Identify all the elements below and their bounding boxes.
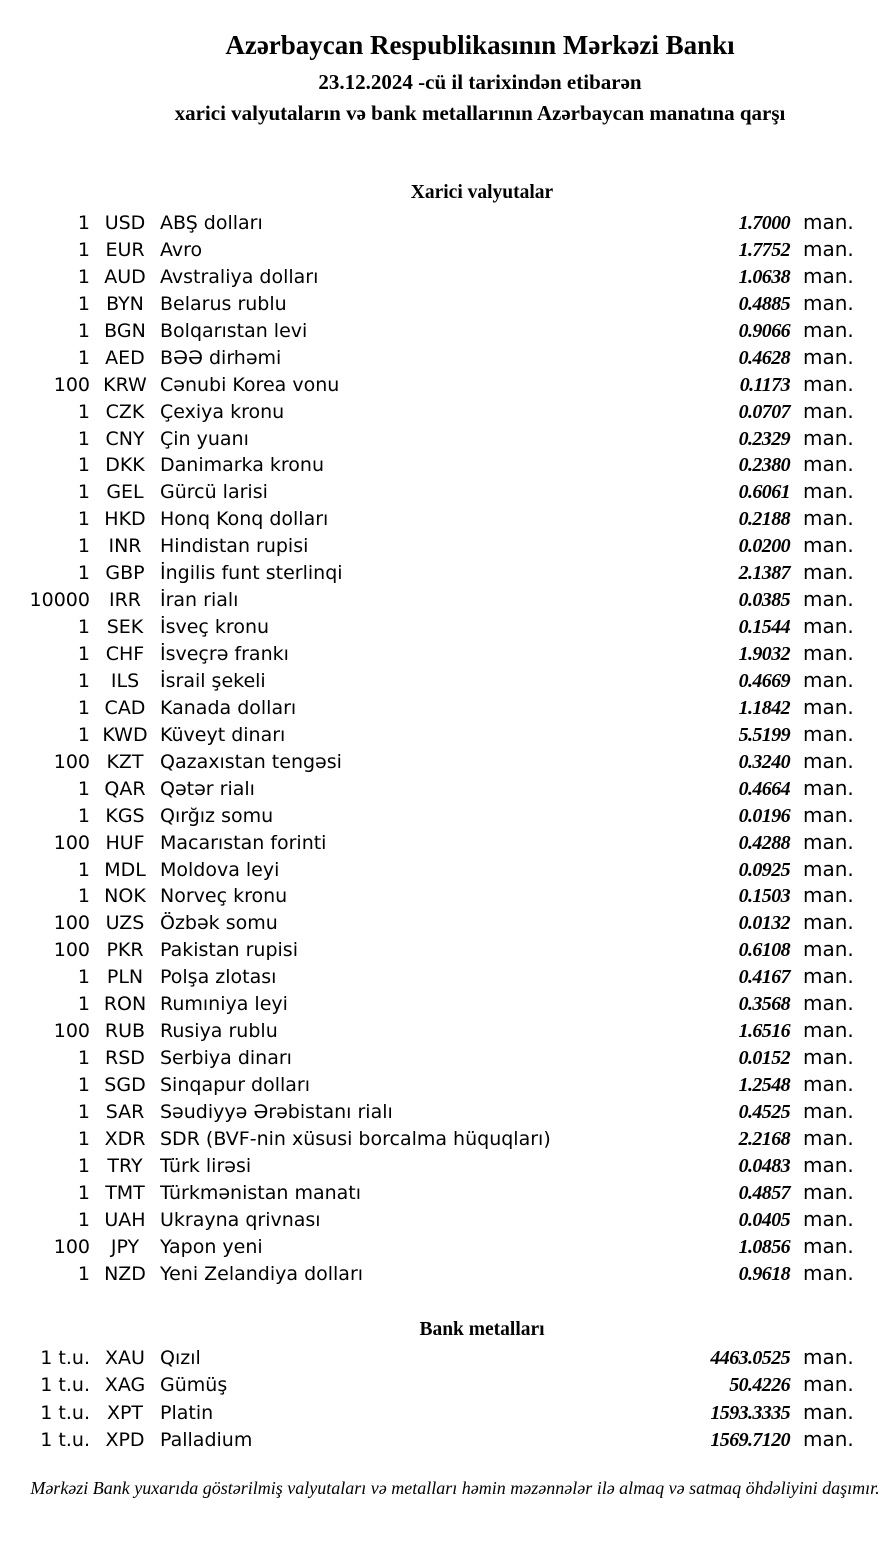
- rate-row: [0, 209, 894, 236]
- unit-label: man.: [803, 802, 854, 827]
- currency-code: XDR: [104, 1127, 146, 1150]
- quantity: 1: [77, 966, 90, 989]
- quantity: 1: [77, 1181, 90, 1204]
- currency-name: Polşa zlotası: [160, 966, 277, 989]
- currency-name: Platin: [160, 1401, 214, 1424]
- unit-label: man.: [803, 263, 854, 288]
- currency-code: RUB: [104, 1020, 146, 1043]
- currency-code: EUR: [105, 238, 145, 261]
- currency-code: BGN: [104, 319, 146, 342]
- rate-row: [0, 371, 894, 398]
- rate-value: 0.0483: [738, 1154, 790, 1177]
- rate-value: 0.4885: [738, 292, 790, 315]
- currency-code: XPT: [106, 1401, 144, 1424]
- currency-name: Çexiya kronu: [160, 400, 285, 423]
- unit-label: man.: [803, 1098, 854, 1123]
- rate-value: 2.2168: [738, 1127, 790, 1150]
- rate-row: [0, 1426, 894, 1453]
- currency-code: ILS: [110, 669, 140, 692]
- currency-code: NZD: [104, 1262, 146, 1285]
- rate-row: [0, 856, 894, 883]
- rate-value: 0.4288: [738, 831, 790, 854]
- unit-label: man.: [803, 533, 854, 558]
- unit-label: man.: [803, 290, 854, 315]
- currency-name: Yapon yeni: [160, 1235, 263, 1258]
- rate-row: [0, 1125, 894, 1152]
- currency-code: HUF: [105, 831, 145, 854]
- quantity: 1 t.u.: [40, 1374, 90, 1397]
- unit-label: man.: [803, 317, 854, 342]
- currency-code: UAH: [104, 1208, 146, 1231]
- unit-label: man.: [803, 560, 854, 585]
- rate-row: [0, 640, 894, 667]
- unit-label: man.: [803, 667, 854, 692]
- rate-row: [0, 317, 894, 344]
- rate-row: [0, 775, 894, 802]
- metals-table: [0, 1344, 894, 1453]
- rate-value: 0.4525: [738, 1100, 790, 1123]
- unit-label: man.: [803, 1125, 854, 1150]
- currency-name: Ukrayna qrivnası: [160, 1208, 321, 1231]
- quantity: 1: [77, 212, 90, 234]
- unit-label: man.: [803, 1045, 854, 1070]
- unit-label: man.: [803, 1345, 854, 1369]
- rate-value: 0.0132: [738, 912, 790, 935]
- unit-label: man.: [803, 1399, 854, 1424]
- unit-label: man.: [803, 910, 854, 935]
- rate-value: 0.0152: [738, 1047, 790, 1070]
- currency-name: Bolqarıstan levi: [160, 319, 308, 342]
- rate-row: [0, 1371, 894, 1398]
- currency-name: BƏƏ dirhəmi: [160, 346, 282, 369]
- currency-code: UZS: [105, 912, 145, 935]
- rate-row: [0, 667, 894, 694]
- currency-name: Səudiyyə Ərəbistanı rialı: [160, 1100, 393, 1123]
- quantity: 100: [53, 912, 90, 935]
- unit-label: man.: [803, 1426, 854, 1451]
- unit-label: man.: [803, 1072, 854, 1096]
- unit-label: man.: [803, 1260, 854, 1285]
- currency-name: Serbiya dinarı: [160, 1047, 292, 1070]
- currency-code: SEK: [106, 616, 144, 639]
- quantity: 1: [77, 292, 90, 315]
- currency-code: KZT: [106, 750, 144, 773]
- rate-row: [0, 532, 894, 559]
- rate-value: 0.0405: [738, 1208, 790, 1231]
- rate-row: [0, 694, 894, 721]
- rate-value: 0.9618: [738, 1262, 790, 1285]
- currency-name: Türk lirəsi: [160, 1154, 252, 1177]
- rate-value: 0.0196: [738, 804, 790, 827]
- rate-value: 1593.3335: [710, 1401, 790, 1424]
- currency-code: SAR: [105, 1100, 145, 1123]
- currency-code: RON: [103, 993, 147, 1016]
- quantity: 100: [53, 1020, 90, 1043]
- quantity: 1: [77, 1262, 90, 1285]
- currency-code: CAD: [104, 696, 146, 719]
- currency-code: KWD: [102, 723, 148, 746]
- unit-label: man.: [803, 1233, 854, 1258]
- currency-code: XPD: [105, 1428, 145, 1451]
- currency-code: MDL: [104, 858, 146, 881]
- currency-code: USD: [104, 212, 146, 234]
- currency-code: DKK: [105, 454, 145, 477]
- unit-label: man.: [803, 721, 854, 746]
- metals-section-title: Bank metalları: [419, 1319, 545, 1340]
- currency-code: PKR: [106, 939, 144, 962]
- currency-name: Danimarka kronu: [160, 454, 325, 477]
- scope-line: xarici valyutaların və bank metallarının Azərbaycan manatına qarşı: [174, 101, 786, 125]
- unit-label: man.: [803, 452, 854, 477]
- currency-code: XAG: [104, 1374, 146, 1397]
- quantity: 100: [53, 1235, 90, 1258]
- currency-code: TMT: [105, 1181, 145, 1204]
- quantity: 1 t.u.: [40, 1347, 90, 1369]
- rate-row: [0, 1152, 894, 1179]
- quantity: 100: [53, 373, 90, 396]
- rate-row: [0, 478, 894, 505]
- rate-row: [0, 398, 894, 425]
- currency-name: Kanada dolları: [160, 696, 297, 719]
- currency-code: CZK: [105, 400, 145, 423]
- unit-label: man.: [803, 371, 854, 396]
- rate-row: [0, 451, 894, 478]
- currency-name: Cənubi Korea vonu: [160, 373, 340, 396]
- quantity: 1: [77, 696, 90, 719]
- currency-name: İran rialı: [160, 589, 239, 612]
- currency-code: AED: [105, 346, 145, 369]
- rate-row: [0, 936, 894, 963]
- currency-code: CNY: [105, 427, 145, 450]
- rate-value: 0.1503: [738, 885, 790, 908]
- rate-value: 50.4226: [729, 1374, 790, 1397]
- quantity: 1: [77, 1127, 90, 1150]
- rate-value: 0.0925: [738, 858, 790, 881]
- unit-label: man.: [803, 775, 854, 800]
- quantity: 1: [77, 1074, 90, 1096]
- quantity: 1: [77, 319, 90, 342]
- unit-label: man.: [803, 506, 854, 531]
- quantity: 1: [77, 1208, 90, 1231]
- unit-label: man.: [803, 587, 854, 612]
- currency-code: SGD: [104, 1074, 146, 1096]
- rate-row: [0, 1233, 894, 1260]
- currency-name: ABŞ dolları: [160, 212, 263, 234]
- currency-name: Avro: [160, 238, 203, 261]
- quantity: 1: [77, 427, 90, 450]
- currency-code: CHF: [105, 643, 145, 665]
- rate-row: [0, 236, 894, 263]
- currency-code: JPY: [110, 1235, 140, 1258]
- quantity: 1: [77, 265, 90, 288]
- currency-name: Qızıl: [160, 1347, 201, 1369]
- currency-code: NOK: [104, 885, 146, 908]
- currency-name: Belarus rublu: [160, 292, 287, 315]
- currency-name: Türkmənistan manatı: [160, 1181, 362, 1204]
- unit-label: man.: [803, 398, 854, 423]
- quantity: 1: [77, 858, 90, 881]
- currency-name: İsveçrə frankı: [160, 643, 289, 665]
- quantity: 1: [77, 643, 90, 665]
- rate-row: [0, 505, 894, 532]
- currency-name: Gümüş: [160, 1374, 228, 1397]
- currency-name: Sinqapur dolları: [160, 1074, 311, 1096]
- rate-value: 1.2548: [738, 1074, 790, 1096]
- rate-value: 1.7752: [738, 238, 790, 261]
- rate-row: [0, 1260, 894, 1287]
- unit-label: man.: [803, 344, 854, 369]
- rate-value: 5.5199: [738, 723, 790, 746]
- unit-label: man.: [803, 236, 854, 261]
- rate-row: [0, 425, 894, 452]
- unit-label: man.: [803, 937, 854, 962]
- currency-name: Qırğız somu: [160, 804, 274, 827]
- rate-value: 1.7000: [738, 212, 790, 234]
- rate-row: [0, 344, 894, 371]
- rate-row: [0, 290, 894, 317]
- currency-code: KGS: [105, 804, 145, 827]
- rate-value: 0.4628: [738, 346, 790, 369]
- quantity: 1: [77, 238, 90, 261]
- rate-value: 0.9066: [738, 319, 790, 342]
- quantity: 1: [77, 481, 90, 504]
- unit-label: man.: [803, 991, 854, 1016]
- currency-name: İsrail şekeli: [160, 669, 266, 692]
- currency-name: Avstraliya dolları: [160, 265, 319, 288]
- rate-row: [0, 1344, 894, 1371]
- currency-name: Pakistan rupisi: [160, 939, 298, 962]
- unit-label: man.: [803, 964, 854, 989]
- rate-row: [0, 559, 894, 586]
- rate-value: 0.2329: [738, 427, 790, 450]
- unit-label: man.: [803, 614, 854, 639]
- rate-row: [0, 1399, 894, 1426]
- rate-value: 4463.0525: [710, 1347, 790, 1369]
- quantity: 1: [77, 777, 90, 800]
- rate-row: [0, 1071, 894, 1098]
- quantity: 10000: [29, 589, 90, 612]
- disclaimer: Mərkəzi Bank yuxarıda göstərilmiş valyutaları və metalları həmin məzənnələr ilə almaq və satmaq öhdəliyini daşımır.: [30, 1478, 880, 1498]
- quantity: 1: [77, 993, 90, 1016]
- rate-row: [0, 263, 894, 290]
- rate-row: [0, 909, 894, 936]
- rate-row: [0, 829, 894, 856]
- rate-value: 0.4664: [738, 777, 790, 800]
- currency-code: QAR: [104, 777, 146, 800]
- rate-value: 0.2188: [738, 508, 790, 531]
- rate-value: 0.3240: [738, 750, 790, 773]
- currency-name: Rusiya rublu: [160, 1020, 278, 1043]
- currency-code: TRY: [107, 1154, 143, 1177]
- rate-value: 0.3568: [738, 993, 790, 1016]
- unit-label: man.: [803, 1018, 854, 1043]
- rate-row: [0, 1098, 894, 1125]
- unit-label: man.: [803, 1372, 854, 1397]
- rate-value: 0.0707: [738, 400, 790, 423]
- currency-name: Hindistan rupisi: [160, 535, 309, 558]
- rate-value: 0.1544: [738, 616, 790, 639]
- currency-name: Özbək somu: [160, 912, 278, 935]
- rate-value: 2.1387: [738, 562, 790, 585]
- rate-row: [0, 1206, 894, 1233]
- rate-value: 1.9032: [738, 643, 790, 665]
- currency-code: HKD: [104, 508, 146, 531]
- currency-name: Yeni Zelandiya dolları: [160, 1262, 364, 1285]
- unit-label: man.: [803, 694, 854, 719]
- quantity: 100: [53, 831, 90, 854]
- rate-row: [0, 1017, 894, 1044]
- quantity: 1: [77, 1154, 90, 1177]
- rate-row: [0, 613, 894, 640]
- quantity: 1: [77, 508, 90, 531]
- quantity: 1: [77, 669, 90, 692]
- rate-row: [0, 1044, 894, 1071]
- currency-name: Palladium: [160, 1428, 253, 1451]
- quantity: 1: [77, 1100, 90, 1123]
- currency-name: Küveyt dinarı: [160, 723, 286, 746]
- currency-name: Gürcü larisi: [160, 481, 268, 504]
- quantity: 1: [77, 885, 90, 908]
- rate-value: 0.0200: [738, 535, 790, 558]
- rate-row: [0, 963, 894, 990]
- unit-label: man.: [803, 479, 854, 504]
- rate-value: 1.6516: [738, 1020, 790, 1043]
- rate-row: [0, 990, 894, 1017]
- unit-label: man.: [803, 1152, 854, 1177]
- rate-value: 0.4857: [738, 1181, 790, 1204]
- quantity: 1 t.u.: [40, 1401, 90, 1424]
- currency-name: Honq Konq dolları: [160, 508, 329, 531]
- rate-value: 0.0385: [738, 589, 790, 612]
- currency-code: INR: [108, 535, 142, 558]
- currency-name: İsveç kronu: [160, 616, 270, 639]
- currency-code: RSD: [105, 1047, 145, 1070]
- rate-row: [0, 748, 894, 775]
- quantity: 1: [77, 454, 90, 477]
- unit-label: man.: [803, 425, 854, 450]
- currency-name: Moldova leyi: [160, 858, 280, 881]
- quantity: 100: [53, 939, 90, 962]
- bank-title: Azərbaycan Respublikasının Mərkəzi Bankı: [225, 30, 735, 60]
- currency-name: Qazaxıstan tengəsi: [160, 750, 342, 773]
- currency-name: Norveç kronu: [160, 885, 288, 908]
- unit-label: man.: [803, 856, 854, 881]
- unit-label: man.: [803, 829, 854, 854]
- rate-value: 0.1173: [739, 373, 790, 396]
- rate-row: [0, 882, 894, 909]
- unit-label: man.: [803, 210, 854, 234]
- currency-name: Çin yuanı: [160, 427, 249, 450]
- quantity: 100: [53, 750, 90, 773]
- effective-date-line: 23.12.2024 -cü il tarixindən etibarən: [318, 70, 642, 94]
- currency-code: PLN: [106, 966, 144, 989]
- quantity: 1: [77, 1047, 90, 1070]
- quantity: 1: [77, 804, 90, 827]
- rate-value: 0.4167: [738, 966, 790, 989]
- quantity: 1: [77, 535, 90, 558]
- quantity: 1: [77, 562, 90, 585]
- unit-label: man.: [803, 748, 854, 773]
- currency-code: GEL: [106, 481, 144, 504]
- quantity: 1 t.u.: [40, 1428, 90, 1451]
- rate-value: 1.0638: [738, 265, 790, 288]
- currency-code: IRR: [108, 589, 141, 612]
- rate-value: 0.6108: [738, 939, 790, 962]
- rate-value: 1.1842: [738, 696, 790, 719]
- currencies-section-title: Xarici valyutalar: [410, 182, 554, 203]
- currency-code: XAU: [105, 1347, 145, 1369]
- quantity: 1: [77, 400, 90, 423]
- unit-label: man.: [803, 1179, 854, 1204]
- currency-name: Qətər rialı: [160, 777, 255, 800]
- currencies-table: [0, 209, 894, 1287]
- unit-label: man.: [803, 1206, 854, 1231]
- rate-row: [0, 721, 894, 748]
- quantity: 1: [77, 616, 90, 639]
- currency-name: SDR (BVF-nin xüsusi borcalma hüquqları): [160, 1127, 551, 1150]
- rate-value: 1569.7120: [710, 1428, 790, 1451]
- rate-value: 1.0856: [738, 1235, 790, 1258]
- unit-label: man.: [803, 883, 854, 908]
- quantity: 1: [77, 723, 90, 746]
- rate-value: 0.2380: [738, 454, 790, 477]
- currency-name: İngilis funt sterlinqi: [160, 562, 343, 585]
- currency-name: Macarıstan forinti: [160, 831, 327, 854]
- currency-name: Rumıniya leyi: [160, 993, 288, 1016]
- quantity: 1: [77, 346, 90, 369]
- currency-code: KRW: [103, 373, 147, 396]
- currency-code: BYN: [106, 292, 144, 315]
- rate-row: [0, 586, 894, 613]
- rate-row: [0, 1179, 894, 1206]
- currency-code: AUD: [104, 265, 146, 288]
- rate-row: [0, 802, 894, 829]
- currency-code: GBP: [105, 562, 145, 585]
- unit-label: man.: [803, 641, 854, 665]
- rate-value: 0.6061: [738, 481, 790, 504]
- rate-value: 0.4669: [738, 669, 790, 692]
